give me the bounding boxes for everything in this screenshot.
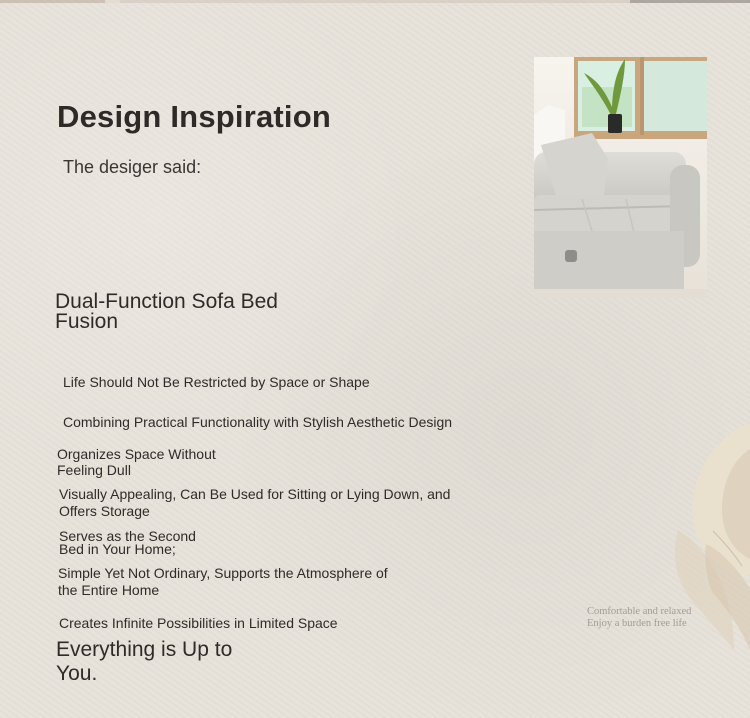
feature-line-7: Creates Infinite Possibilities in Limited Space [59,615,338,631]
feature-line-6: Simple Yet Not Ordinary, Supports the Atmosphere of the Entire Home [58,565,388,598]
feature-line-1: Life Should Not Be Restricted by Space or Shape [63,374,370,390]
decorative-flower-icon [650,405,750,650]
feature-line-5: Serves as the Second Bed in Your Home; [59,528,196,557]
page-title: Design Inspiration [57,99,332,134]
closing-statement: Everything is Up to You. [56,638,233,685]
sofa-product-photo [534,57,707,298]
motto-line-1: Comfortable and relaxed [587,606,692,617]
feature-line-4: Visually Appealing, Can Be Used for Sitting or Lying Down, and Offers Storage [59,486,451,519]
section-heading: Dual-Function Sofa Bed Fusion [55,290,278,333]
feature-line-2: Combining Practical Functionality with Stylish Aesthetic Design [63,414,453,430]
motto-line-2: Enjoy a burden free life [587,618,687,629]
top-image-strip [0,0,750,3]
designer-quote-intro: The desiger said: [63,157,202,177]
feature-line-3: Organizes Space Without Feeling Dull [57,446,216,478]
